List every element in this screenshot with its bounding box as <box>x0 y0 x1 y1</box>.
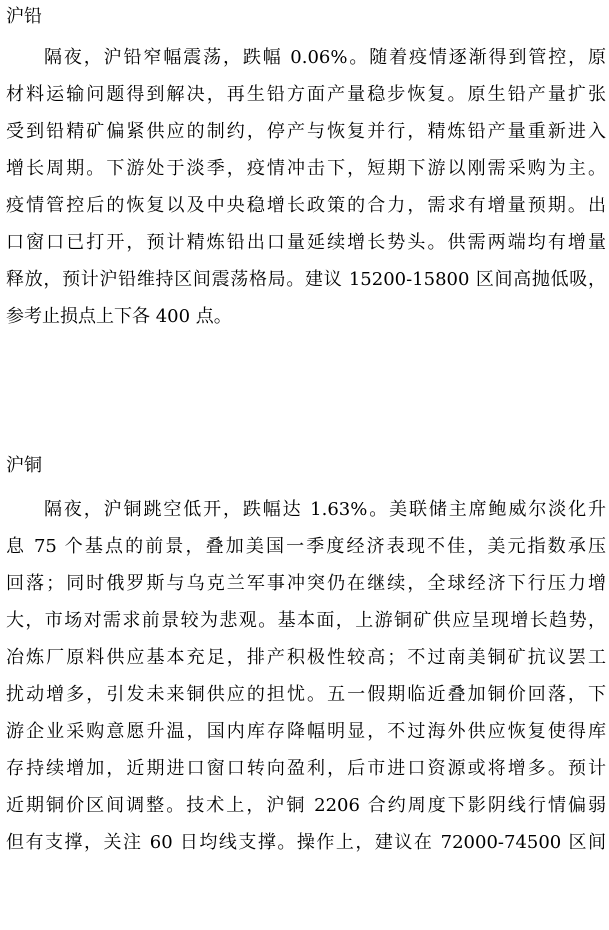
paragraph-line: 回落；同时俄罗斯与乌克兰军事冲突仍在继续，全球经济下行压力增 <box>6 573 606 594</box>
paragraph-line: 材料运输问题得到解决，再生铅方面产量稳步恢复。原生铅产量扩张 <box>6 84 606 105</box>
paragraph-line: 隔夜，沪铅窄幅震荡，跌幅 0.06%。随着疫情逐渐得到管控，原 <box>44 47 606 68</box>
paragraph-line: 冶炼厂原料供应基本充足，排产积极性较高；不过南美铜矿抗议罢工 <box>6 647 606 668</box>
paragraph-line: 扰动增多，引发未来铜供应的担忧。五一假期临近叠加铜价回落，下 <box>6 684 606 705</box>
paragraph-line: 但有支撑，关注 60 日均线支撑。操作上，建议在 72000-74500 区间 <box>6 832 606 853</box>
paragraph-line: 释放，预计沪铅维持区间震荡格局。建议 15200-15800 区间高抛低吸， <box>6 269 606 290</box>
paragraph-line: 疫情管控后的恢复以及中央稳增长政策的合力，需求有增量预期。出 <box>6 195 606 216</box>
paragraph-lead <box>6 45 606 341</box>
section-title-copper: 沪铜 <box>6 455 42 476</box>
paragraph-line: 大，市场对需求前景较为悲观。基本面，上游铜矿供应呈现增长趋势， <box>6 610 606 631</box>
paragraph-line: 口窗口已打开，预计精炼铅出口量延续增长势头。供需两端均有增量 <box>6 232 606 253</box>
paragraph-line: 游企业采购意愿升温，国内库存降幅明显，不过海外供应恢复使得库 <box>6 721 606 742</box>
paragraph-line: 存持续增加，近期进口窗口转向盈利，后市进口资源或将增多。预计 <box>6 758 606 779</box>
paragraph-copper <box>6 497 606 867</box>
paragraph-line: 参考止损点上下各 400 点。 <box>6 306 232 327</box>
paragraph-line: 息 75 个基点的前景，叠加美国一季度经济表现不佳，美元指数承压 <box>6 536 606 557</box>
paragraph-line: 增长周期。下游处于淡季，疫情冲击下，短期下游以刚需采购为主。 <box>6 158 606 179</box>
paragraph-line: 受到铅精矿偏紧供应的制约，停产与恢复并行，精炼铅产量重新进入 <box>6 121 606 142</box>
paragraph-line: 隔夜，沪铜跳空低开，跌幅达 1.63%。美联储主席鲍威尔淡化升 <box>44 499 606 520</box>
section-title-lead: 沪铅 <box>6 6 42 27</box>
paragraph-line: 近期铜价区间调整。技术上，沪铜 2206 合约周度下影阴线行情偏弱 <box>6 795 606 816</box>
